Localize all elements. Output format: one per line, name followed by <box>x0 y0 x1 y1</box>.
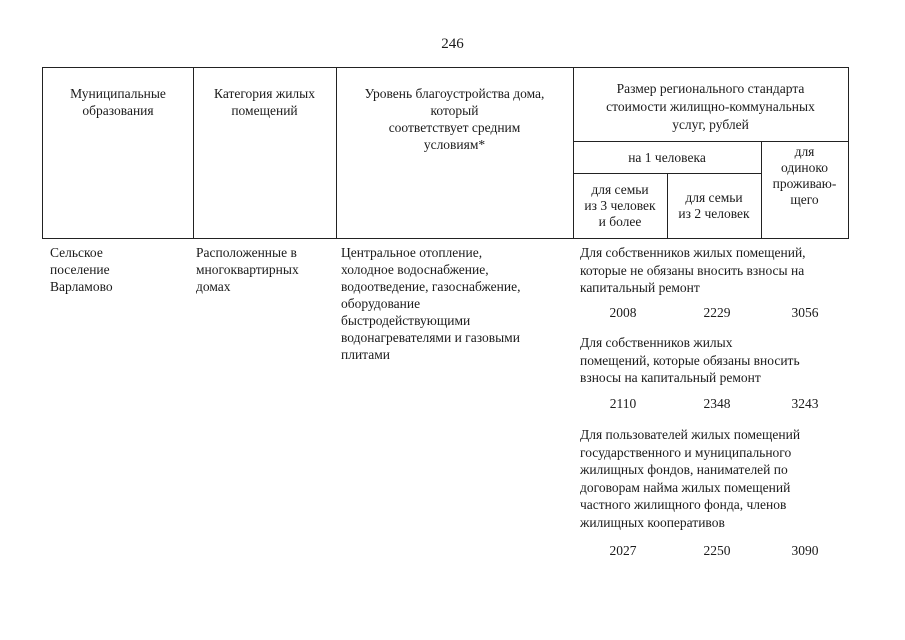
value-single: 3243 <box>791 396 819 411</box>
value-family2: 2229 <box>703 305 731 320</box>
header-standard: Размер регионального стандарта стоимости жилищно-коммунальных услуг, рублей <box>606 81 815 132</box>
row-divider <box>573 141 848 142</box>
cell-level: Центральное отопление, холодное водоснабжение, водоотведение, газоснабжение, оборудование быстродействующими водонагревателями и газовыми плитами <box>341 245 521 362</box>
value-family3: 2027 <box>609 543 637 558</box>
header-category: Категория жилых помещений <box>214 86 315 118</box>
cell-category: Расположенные в многоквартирных домах <box>196 245 299 294</box>
group-label: Для собственников жилых помещений, которые не обязаны вносить взносы на капитальный ремонт <box>580 245 806 295</box>
header-family2: для семьи из 2 человек <box>678 190 750 221</box>
page-number: 246 <box>441 36 464 52</box>
header-family3: для семьи из 3 человек и более <box>584 182 656 229</box>
group-label: Для собственников жилых помещений, которые обязаны вносить взносы на капитальный ремонт <box>580 335 800 385</box>
header-level: Уровень благоустройства дома, который соответствует средним условиям* <box>364 86 545 152</box>
group-label: Для пользователей жилых помещений государственного и муниципального жилищных фондов, нанимателей по договорам найма жилых помещений частного жилищного фонда, членов жилищных кооперативов <box>580 427 801 530</box>
value-family3: 2008 <box>609 305 637 320</box>
header-per-person: на 1 человека <box>628 150 706 165</box>
header-municipality: Муниципальные образования <box>70 86 166 118</box>
value-single: 3056 <box>791 305 819 320</box>
value-family2: 2250 <box>703 543 731 558</box>
value-family2: 2348 <box>703 396 731 411</box>
header-single: для одиноко проживаю- щего <box>772 144 837 207</box>
value-family3: 2110 <box>609 396 637 411</box>
value-single: 3090 <box>791 543 819 558</box>
table-header <box>42 67 849 239</box>
cell-municipality: Сельское поселение Варламово <box>50 245 113 294</box>
